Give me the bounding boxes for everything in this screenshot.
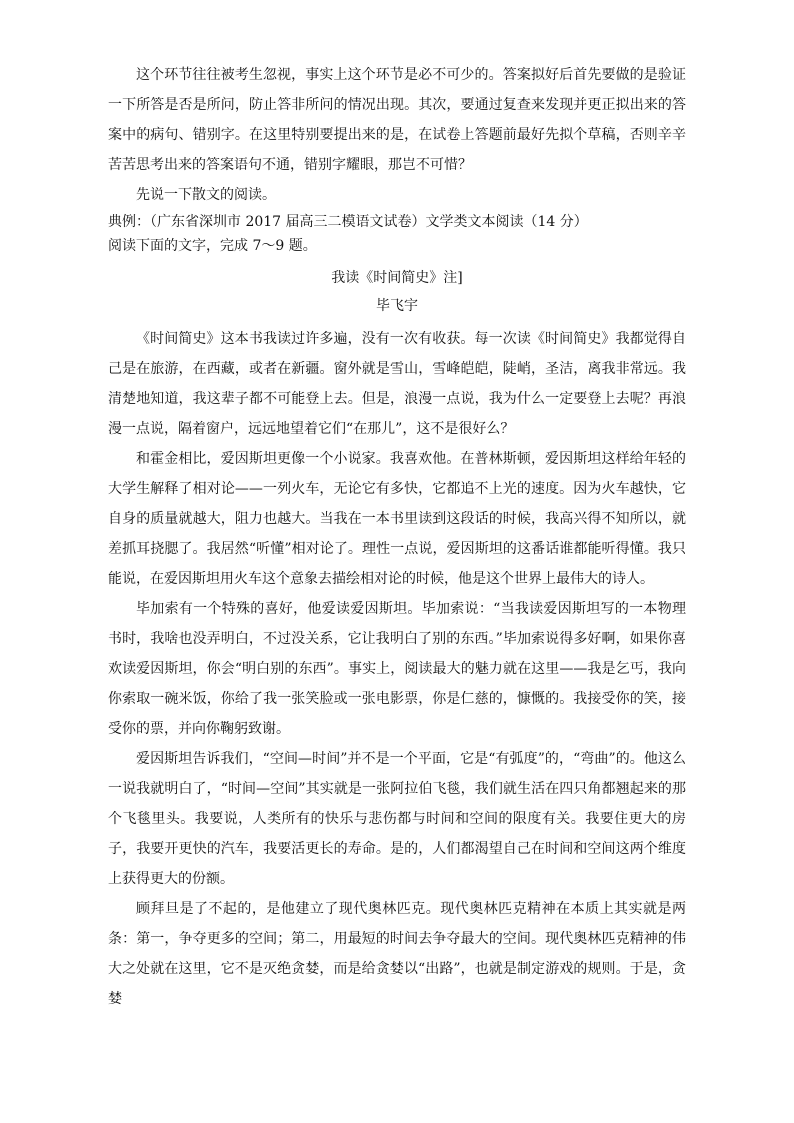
article-paragraph: 爱因斯坦告诉我们，“空间—时间”并不是一个平面，它是“有弧度”的，“弯曲”的。他这么一说我就明白了，“时间—空间”其实就是一张阿拉伯飞毯，我们就生活在四只角都翘起来的那个飞毯里头。我要说，人类所有的快乐与悲伤都与时间和空间的限度有关。我要住更大的房子，我要开更快的汽车，我要活更长的寿命。是的，人们都渴望自己在时间和空间这两个维度上获得更大的份额。 (108, 751, 686, 887)
article-paragraph: 毕加索有一个特殊的喜好，他爱读爱因斯坦。毕加索说：“当我读爱因斯坦写的一本物理书时，我啥也没弄明白，不过没关系，它让我明白了别的东西。”毕加索说得多好啊，如果你喜欢读爱因斯坦，你会“明白别的东西”。事实上，阅读最大的魅力就在这里——我是乞丐，我向你索取一碗米饭，你给了我一张笑脸或一张电影票，你是仁慈的，慷慨的。我接受你的笑，接受你的票，并向你鞠躬致谢。 (108, 601, 686, 737)
article-paragraph: 和霍金相比，爱因斯坦更像一个小说家。我喜欢他。在普林斯顿，爱因斯坦这样给年轻的大学生解释了相对论——一列火车，无论它有多快，它都追不上光的速度。因为火车越快，它自身的质量就越大，阻力也越大。当我在一本书里读到这段话的时候，我高兴得不知所以，就差抓耳挠腮了。我居然“听懂”相对论了。理性一点说，爱因斯坦的这番话谁都能听得懂。我只能说，在爱因斯坦用火车这个意象去描绘相对论的时候，他是这个世界上最伟大的诗人。 (108, 451, 686, 587)
instruction-line: 阅读下面的文字，完成 7～9 题。 (108, 238, 317, 254)
intro-paragraph-1: 这个环节往往被考生忽视，事实上这个环节是必不可少的。答案拟好后首先要做的是验证一下所答是否是所问，防止答非所问的情况出现。其次，要通过复查来发现并更正拟出来的答案中的病句、错别字。在这里特别要提出来的是，在试卷上答题前最好先拟个草稿，否则辛辛苦苦思考出来的答案语句不通，错别字耀眼，那岂不可惜？ (108, 67, 686, 173)
document-page (108, 60, 686, 1014)
example-line: 典例：（广东省深圳市 2017 届高三二模语文试卷）文学类文本阅读（14 分） (108, 214, 588, 230)
article-paragraph: 《时间简史》这本书我读过许多遍，没有一次有收获。每一次读《时间简史》我都觉得自己是在旅游，在西藏，或者在新疆。窗外就是雪山，雪峰皑皑，陡峭，圣洁，离我非常远。我清楚地知道，我这辈子都不可能登上去。但是，浪漫一点说，我为什么一定要登上去呢？再浪漫一点说，隔着窗户，远远地望着它们“在那儿”，这不是很好么？ (108, 331, 686, 437)
intro-paragraph-2: 先说一下散文的阅读。 (136, 187, 276, 203)
article-author: 毕飞宇 (376, 298, 418, 314)
article-title: 我读《时间简史》注] (331, 270, 463, 286)
article-paragraph: 顾拜旦是了不起的，是他建立了现代奥林匹克。现代奥林匹克精神在本质上其实就是两条：第一，争夺更多的空间；第二，用最短的时间去争夺最大的空间。现代奥林匹克精神的伟大之处就在这里，它不是灭绝贪婪，而是给贪婪以“出路”，也就是制定游戏的规则。于是，贪婪 (108, 901, 686, 1007)
